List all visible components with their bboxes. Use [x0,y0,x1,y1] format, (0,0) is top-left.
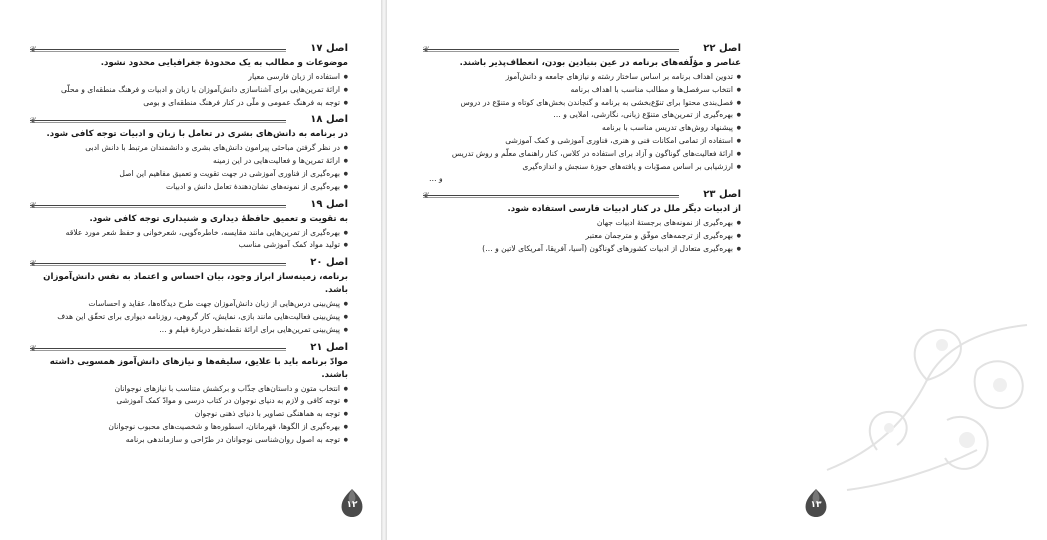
section-header [30,341,348,355]
bullet-list [423,217,741,255]
list-continuation: و … [429,174,443,184]
section-title: اصل ۲۱ [310,341,348,353]
list-item: ● بهره‌گیری متعادل از ادبیات کشورهای گوناگون (آسیا، آفریقا، آمریکای لاتین و …) [423,243,741,256]
section-header [30,256,348,270]
bullet-list [30,298,348,336]
section-header [423,188,741,202]
section-title: اصل ۱۷ [310,43,348,54]
list-item: ● ارائهٔ تمرین‌ها و فعالیت‌هایی در این زمینه [30,155,348,168]
section-lead: موادّ برنامه باید با علایق، سلیقه‌ها و نیازهای دانش‌آموز همسویی داشته باشند. [49,356,348,380]
page-number-right: ۱۳ [810,500,822,510]
list-item: ● بهره‌گیری از فناوری آموزشی در جهت تقویت و تعمیق مفاهیم این اصل [30,168,348,181]
section-title: اصل ۲۳ [703,189,741,201]
list-item: ● انتخاب متون و داستان‌های جذّاب و برکشش متناسب با نیازهای نوجوانان [30,383,348,396]
header-rule [423,195,679,196]
header-rule [30,348,286,349]
list-item: ● انتخاب سرفصل‌ها و مطالب مناسب با اهداف برنامه [423,84,741,97]
bullet-list [30,142,348,193]
list-item: ● فصل‌بندی محتوا برای تنوّع‌بخشی به برنامه و گنجاندن بخش‌های کوتاه و متنوّع در دروس [423,97,741,110]
list-item: ● پیشنهاد روش‌های تدریس مناسب با برنامه [423,122,741,135]
fleuron-icon: ❦ [30,116,37,126]
fleuron-icon: ❦ [423,191,430,201]
list-item: ● بهره‌گیری از ترجمه‌های موفّق و مترجمان معتبر [423,230,741,243]
list-item: ● بهره‌گیری از الگوها، قهرمانان، اسطوره‌ها و شخصیت‌های محبوب نوجوانان [30,421,348,434]
list-item: ● پیش‌بینی تمرین‌هایی برای ارائهٔ نقطه‌نظر دربارهٔ فیلم و … [30,324,348,337]
list-item: ● بهره‌گیری از نمونه‌های برجستهٔ ادبیات جهان [423,217,741,230]
list-item: ● استفاده از تمامی امکانات فنی و هنری، فناوری آموزشی و کمک آموزشی [423,135,741,148]
header-rule [30,205,286,206]
page-number-badge-left [339,488,365,518]
fleuron-icon: ❦ [423,45,430,54]
section-title: اصل ۲۲ [703,43,741,54]
header-rule [30,120,286,121]
section-header [30,198,348,212]
list-item: ● ارائهٔ تمرین‌هایی برای آشناسازی دانش‌آموزان با زبان و ادبیات و فرهنگ منطقه‌ای و محلّی [30,84,348,97]
header-rule [30,263,286,264]
bullet-list [423,71,741,173]
header-rule [423,49,679,50]
list-item: ● بهره‌گیری از تمرین‌هایی مانند مقایسه، خاطره‌گویی، شعرخوانی و حفظ شعر مورد علاقه [30,227,348,240]
right-page-content [423,38,741,256]
section-title: اصل ۲۰ [310,257,348,269]
list-item: ● توجه به اصول روان‌شناسی نوجوانان در طرّاحی و سازماندهی برنامه [30,434,348,447]
floral-watermark-icon [817,300,1047,500]
bullet-list [30,71,348,109]
section-lead: برنامه، زمینه‌ساز ابراز وجود، بیان احساس و اعتماد به نفس دانش‌آموزان باشد. [43,272,348,296]
list-item: ● ارائهٔ فعالیت‌های گوناگون و آزاد برای استفاده در کلاس، کنار راهنمای معلّم و روش تدریس [423,148,741,161]
list-item: ● توجه به هماهنگی تصاویر با دنیای ذهنی نوجوان [30,408,348,421]
list-item: ● استفاده از زبان فارسی معیار [30,71,348,84]
list-item: ● تولید مواد کمک آموزشی مناسب [30,239,348,252]
fleuron-icon: ❦ [30,200,37,210]
fleuron-icon: ❦ [30,343,37,353]
list-item: ● پیش‌بینی درس‌هایی از زبان دانش‌آموزان جهت طرح دیدگاه‌ها، عقاید و احساسات [30,298,348,311]
header-rule [30,49,286,50]
section-lead: موضوعات و مطالب به یک محدودهٔ جغرافیایی محدود نشود. [100,58,348,68]
list-item: ● بهره‌گیری از نمونه‌های نشان‌دهندهٔ تعامل دانش و ادبیات [30,181,348,194]
list-item: ● توجه کافی و لازم به دنیای نوجوان در کتاب درسی و موادّ کمک آموزشی [30,395,348,408]
section-lead: در برنامه به دانش‌های بشری در تعامل با زبان و ادبیات توجه کافی شود. [46,129,348,140]
section-lead: به تقویت و تعمیق حافظهٔ دیداری و شنیداری توجه کافی شود. [89,213,348,224]
section-title: اصل ۱۸ [310,114,348,126]
left-page-content [30,38,348,447]
fleuron-icon: ❦ [30,259,37,269]
section-header [423,42,741,56]
section-lead: از ادبیات دیگر ملل در کنار ادبیات فارسی استفاده شود. [507,204,741,215]
bullet-list [30,227,348,253]
list-item: ● ارزشیابی بر اساس مصوّبات و یافته‌های حوزهٔ سنجش و اندازه‌گیری [423,161,741,174]
section-lead: عناصر و مؤلّفه‌های برنامه در عین بنیادین بودن، انعطاف‌پذیر باشند. [459,58,741,68]
page-number-left: ۱۲ [346,500,358,510]
section-header [30,42,348,56]
left-page [0,0,381,540]
list-item: ● در نظر گرفتن مباحثی پیرامون دانش‌های بشری و دانشمندان مرتبط با دانش ادبی [30,142,348,155]
list-item: ● توجه به فرهنگ عمومی و ملّی در کنار فرهنگ منطقه‌ای و بومی [30,97,348,110]
list-item: ● تدوین اهداف برنامه بر اساس ساختار رشته و نیازهای جامعه و دانش‌آموز [423,71,741,84]
right-page [387,0,822,540]
list-item: ● بهره‌گیری از تمرین‌های متنوّع زبانی، نگارشی، املایی و … [423,109,741,122]
section-title: اصل ۱۹ [310,198,348,210]
section-header [30,113,348,127]
bullet-list [30,383,348,447]
fleuron-icon: ❦ [30,45,37,54]
list-item: ● پیش‌بینی فعالیت‌هایی مانند بازی، نمایش، کار گروهی، روزنامه دیواری برای تحقّق این هدف [30,311,348,324]
